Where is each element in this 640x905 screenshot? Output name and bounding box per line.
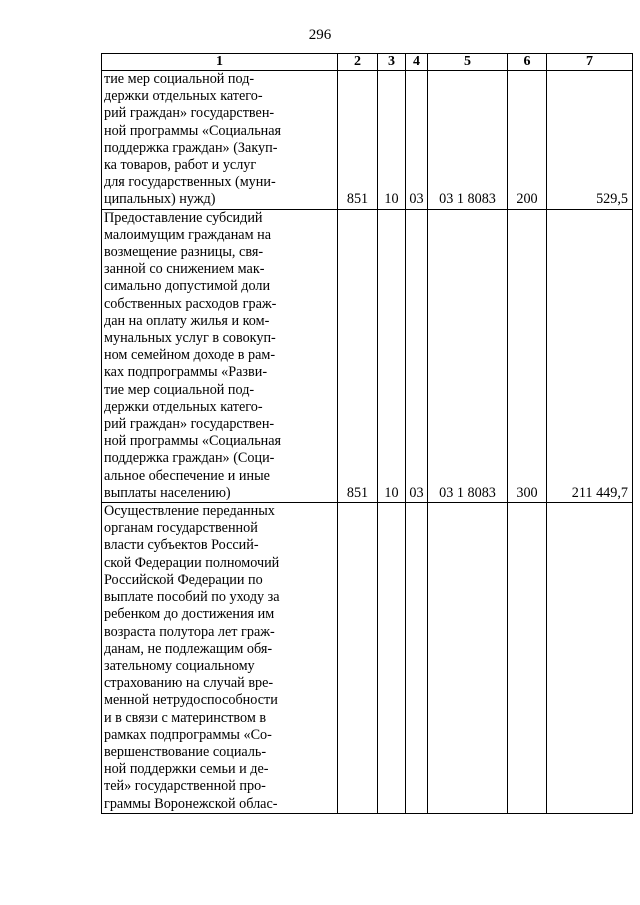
column-header: 5 (428, 54, 508, 71)
description-line: менной нетрудоспособности (104, 692, 278, 709)
subsection-cell: 03 (406, 209, 428, 502)
description-line: малоимущим гражданам на (104, 226, 272, 243)
table-row (102, 209, 633, 502)
amount-cell: 211 449,7 (547, 209, 633, 502)
description-line: страхованию на случай вре- (104, 675, 274, 692)
budget-table (101, 53, 633, 814)
amount-cell: 529,5 (547, 71, 633, 210)
description-line: собственных расходов граж- (104, 295, 277, 312)
row-description (102, 71, 338, 210)
description-line: Осуществление переданных (104, 503, 275, 520)
column-header: 4 (406, 54, 428, 71)
description-line: поддержка граждан» (Соци- (104, 450, 275, 467)
description-line: данам, не подлежащим обя- (104, 640, 273, 657)
description-line: тей» государственной про- (104, 778, 266, 795)
expense-type-cell: 300 (508, 209, 547, 502)
description-line: вершенствование социаль- (104, 743, 267, 760)
target-article-cell: 03 1 8083 (428, 209, 508, 502)
description-line: ской Федерации полномочий (104, 554, 280, 571)
description-line: тие мер социальной под- (104, 71, 255, 87)
amount-cell (547, 503, 633, 814)
subsection-cell (406, 503, 428, 814)
expense-type-cell (508, 503, 547, 814)
description-line: держки отдельных катего- (104, 88, 263, 105)
column-header: 7 (547, 54, 633, 71)
column-header: 6 (508, 54, 547, 71)
description-line: выплаты населению) (104, 484, 231, 501)
description-line: рий граждан» государствен- (104, 105, 275, 122)
description-line: тие мер социальной под- (104, 381, 255, 398)
ministry-code-cell (338, 503, 378, 814)
column-header: 2 (338, 54, 378, 71)
section-cell (378, 503, 406, 814)
description-line: ной программы «Социальная (104, 433, 282, 450)
description-line: поддержка граждан» (Закуп- (104, 139, 278, 156)
ministry-code-cell: 851 (338, 71, 378, 210)
description-line: ка товаров, работ и услуг (104, 157, 257, 174)
description-line: выплате пособий по уходу за (104, 589, 280, 606)
description-line: зательному социальному (104, 657, 255, 674)
target-article-cell (428, 503, 508, 814)
table-header-row (102, 54, 633, 71)
column-header: 3 (378, 54, 406, 71)
description-line: органам государственной (104, 520, 258, 537)
description-line: рамках подпрограммы «Со- (104, 726, 272, 743)
expense-type-cell: 200 (508, 71, 547, 210)
table-row (102, 503, 633, 814)
description-line: Российской Федерации по (104, 571, 263, 588)
description-line: симально допустимой доли (104, 278, 271, 295)
description-line: ной поддержки семьи и де- (104, 761, 269, 778)
description-line: ребенком до достижения им (104, 606, 275, 623)
row-description (102, 503, 338, 814)
description-line: ной программы «Социальная (104, 122, 282, 139)
description-line: власти субъектов Россий- (104, 537, 259, 554)
description-line: ках подпрограммы «Разви- (104, 364, 268, 381)
description-line: возраста полутора лет граж- (104, 623, 275, 640)
ministry-code-cell: 851 (338, 209, 378, 502)
section-cell: 10 (378, 71, 406, 210)
section-cell: 10 (378, 209, 406, 502)
description-line: ном семейном доходе в рам- (104, 347, 276, 364)
description-line: возмещение разницы, свя- (104, 244, 264, 261)
description-line: граммы Воронежской облас- (104, 795, 278, 812)
row-description (102, 209, 338, 502)
description-line: ципальных) нужд) (104, 191, 216, 208)
description-line: рий граждан» государствен- (104, 416, 275, 433)
description-line: Предоставление субсидий (104, 209, 263, 226)
description-line: альное обеспечение и иные (104, 467, 270, 484)
description-line: мунальных услуг в совокуп- (104, 330, 276, 347)
column-header: 1 (102, 54, 338, 71)
target-article-cell: 03 1 8083 (428, 71, 508, 210)
page-number: 296 (308, 27, 332, 43)
subsection-cell: 03 (406, 71, 428, 210)
description-line: для государственных (муни- (104, 174, 276, 191)
description-line: держки отдельных катего- (104, 398, 263, 415)
description-line: занной со снижением мак- (104, 261, 265, 278)
table-row (102, 71, 633, 210)
description-line: дан на оплату жилья и ком- (104, 312, 270, 329)
description-line: и в связи с материнством в (104, 709, 267, 726)
